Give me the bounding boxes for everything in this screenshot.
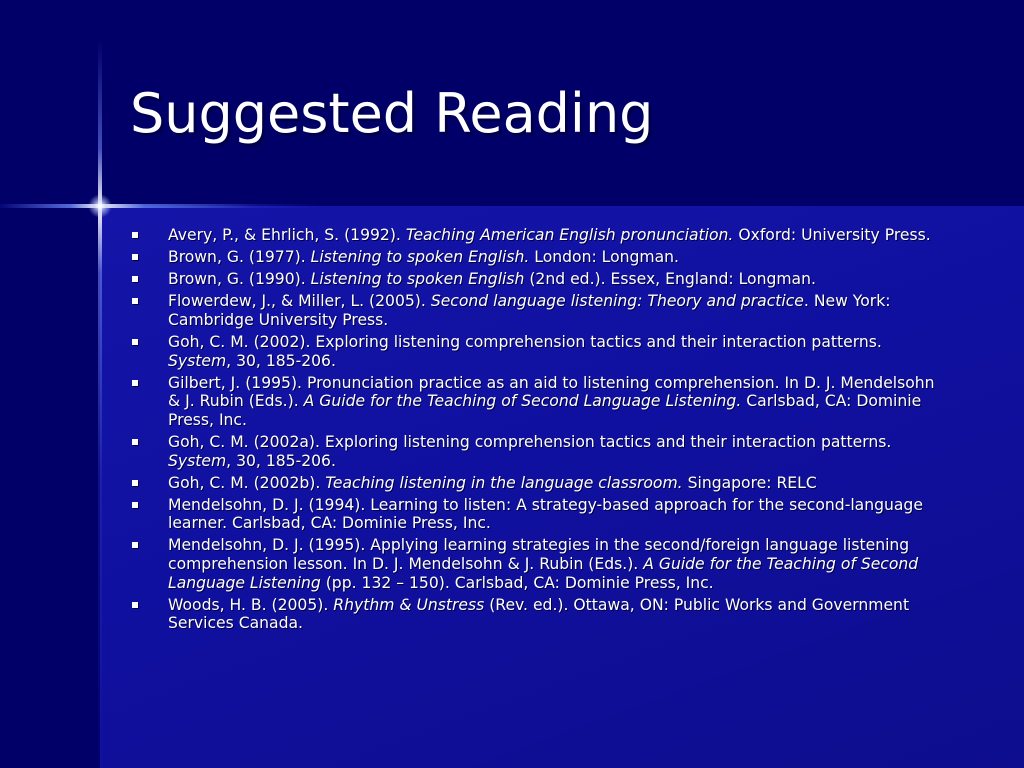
reference-list [130,226,945,636]
bullet-square-icon [132,276,138,282]
bullet-square-icon [132,254,138,260]
bullet-square-icon [132,480,138,486]
reference-text: Woods, H. B. (2005). [168,595,334,614]
reference-item [130,374,945,430]
light-flare-horizontal [0,204,320,208]
reference-title: A Guide for the Teaching of Second Language Listening [168,555,919,592]
reference-title: Second language listening: Theory and practice [430,292,804,311]
reference-title: Teaching American English pronunciation. [405,226,734,244]
reference-title: Listening to spoken English [310,270,525,289]
reference-title: System [168,351,227,370]
reference-text: (pp. 132 – 150). Carlsbad, CA: Dominie Press, Inc. [320,573,714,592]
reference-item [130,433,945,470]
reference-text: (2nd ed.). Essex, England: Longman. [524,270,816,289]
reference-item [130,292,945,329]
reference-text: Singapore: RELC [682,473,817,492]
reference-title: Rhythm & Unstress [333,595,485,614]
reference-item [130,226,945,245]
reference-text: (Rev. ed.). Ottawa, ON: Public Works and Government Services Canada. [168,595,910,633]
reference-text: Flowerdew, J., & Miller, L. (2005). [168,292,431,311]
reference-title: A Guide for the Teaching of Second Language Listening. [303,392,742,411]
bullet-square-icon [132,502,138,508]
reference-title: Listening to spoken English. [310,248,530,267]
reference-title: Teaching listening in the language classroom. [325,473,683,492]
reference-item [130,270,945,289]
bullet-square-icon [132,298,138,304]
reference-text: Mendelsohn, D. J. (1995). Applying learning strategies in the second/foreign language listening comprehension lesson. In D. J. Mendelsohn & J. Rubin (Eds.). [168,536,910,573]
reference-text: Gilbert, J. (1995). Pronunciation practice as an aid to listening comprehension. In D. J. Mendelsohn & J. Rubin (Eds.). [168,373,935,411]
reference-text: Goh, C. M. (2002a). Exploring listening comprehension tactics and their interaction patterns. [168,432,892,451]
reference-text: Goh, C. M. (2002b). [168,473,326,492]
reference-item [130,474,945,493]
bullet-square-icon [132,439,138,445]
reference-text: Oxford: University Press. [733,226,931,244]
reference-text: Brown, G. (1990). [168,270,311,289]
reference-text: London: Longman. [529,248,679,267]
reference-item [130,496,945,533]
reference-text: , 30, 185-206. [226,451,336,470]
slide-title: Suggested Reading [130,82,654,145]
bullet-square-icon [132,542,138,548]
reference-item [130,248,945,267]
light-flare-center [88,194,112,218]
reference-text: Carlsbad, CA: Dominie Press, Inc. [168,392,922,429]
reference-text: , 30, 185-206. [226,351,336,370]
bullet-square-icon [132,232,138,238]
bullet-square-icon [132,339,138,345]
reference-text: . New York: Cambridge University Press. [168,292,891,329]
bullet-square-icon [132,602,138,608]
reference-title: System [168,451,227,470]
reference-text: Mendelsohn, D. J. (1994). Learning to listen: A strategy-based approach for the second-language learner. Carlsbad, CA: Dominie Press, Inc. [168,495,923,533]
left-band-background [0,206,100,768]
reference-item [130,536,945,592]
bullet-square-icon [132,380,138,386]
reference-item [130,596,945,633]
reference-text: Goh, C. M. (2002). Exploring listening comprehension tactics and their interaction patterns. [168,332,882,351]
reference-text: Brown, G. (1977). [168,248,311,267]
reference-item [130,333,945,370]
light-flare-vertical [98,40,102,768]
reference-text: Avery, P., & Ehrlich, S. (1992). [168,226,406,244]
